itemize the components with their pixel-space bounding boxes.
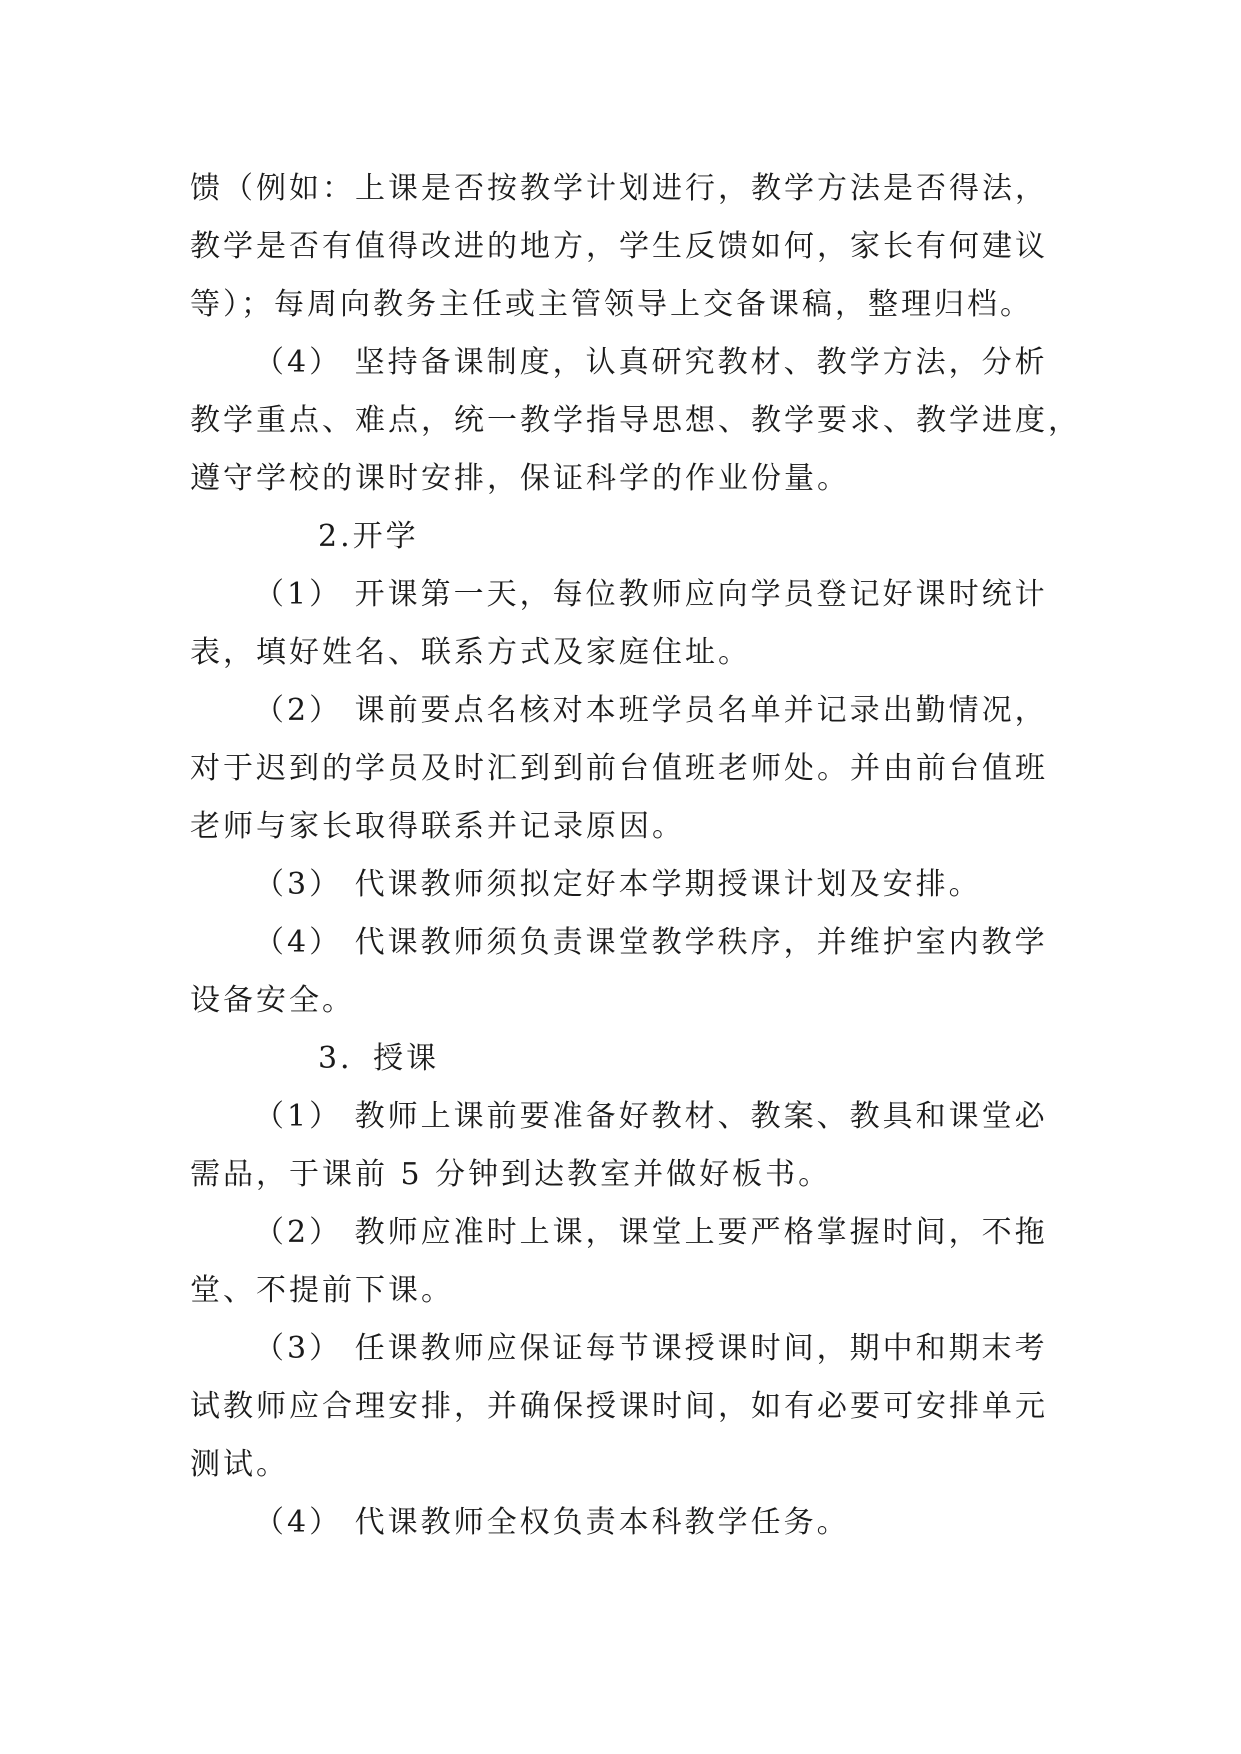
paragraph-line: （4） 坚持备课制度，认真研究教材、教学方法，分析 [254,345,1048,380]
paragraph-line: （3） 代课教师须拟定好本学期授课计划及安排。 [254,867,982,902]
paragraph-line: 需品，于课前 5 分钟到达教室并做好板书。 [190,1157,832,1192]
paragraph-line: 教学重点、难点，统一教学指导思想、教学要求、教学进度， [190,403,1081,438]
paragraph-line: 测试。 [190,1447,289,1482]
paragraph [190,1494,1062,1552]
paragraph-line: 表，填好姓名、联系方式及家庭住址。 [190,635,751,670]
paragraph-line: （2） 课前要点名核对本班学员名单并记录出勤情况， [254,693,1048,728]
paragraph-line: 试教师应合理安排，并确保授课时间，如有必要可安排单元 [190,1389,1048,1424]
paragraph-line: 馈（例如：上课是否按教学计划进行，教学方法是否得法， [190,171,1048,206]
heading-text: 3．授课 [318,1041,440,1076]
paragraph [190,1204,1062,1320]
paragraph-line: 教学是否有值得改进的地方，学生反馈如何，家长有何建议 [190,229,1048,264]
paragraph-line: （1） 教师上课前要准备好教材、教案、教具和课堂必 [254,1099,1048,1134]
paragraph [190,856,1062,914]
paragraph-line: （2） 教师应准时上课，课堂上要严格掌握时间，不拖 [254,1215,1048,1250]
section-heading [190,1030,1062,1088]
paragraph-line: 等）；每周向教务主任或主管领导上交备课稿，整理归档。 [190,287,1033,322]
paragraph-line: （4） 代课教师全权负责本科教学任务。 [254,1505,850,1540]
paragraph [190,682,1062,856]
paragraph [190,160,1062,334]
paragraph-line: （3） 任课教师应保证每节课授课时间，期中和期末考 [254,1331,1048,1366]
paragraph [190,566,1062,682]
paragraph [190,334,1081,508]
paragraph-line: 老师与家长取得联系并记录原因。 [190,809,685,844]
heading-text: 2.开学 [318,519,419,554]
paragraph-line: 遵守学校的课时安排，保证科学的作业份量。 [190,461,850,496]
paragraph-line: 设备安全。 [190,983,355,1018]
document-body [190,160,1081,1552]
section-heading [190,508,1062,566]
paragraph [190,1320,1062,1494]
paragraph [190,914,1062,1030]
paragraph-line: 对于迟到的学员及时汇到到前台值班老师处。并由前台值班 [190,751,1048,786]
paragraph-line: （4） 代课教师须负责课堂教学秩序，并维护室内教学 [254,925,1048,960]
paragraph-line: （1） 开课第一天，每位教师应向学员登记好课时统计 [254,577,1048,612]
paragraph-line: 堂、不提前下课。 [190,1273,454,1308]
paragraph [190,1088,1062,1204]
